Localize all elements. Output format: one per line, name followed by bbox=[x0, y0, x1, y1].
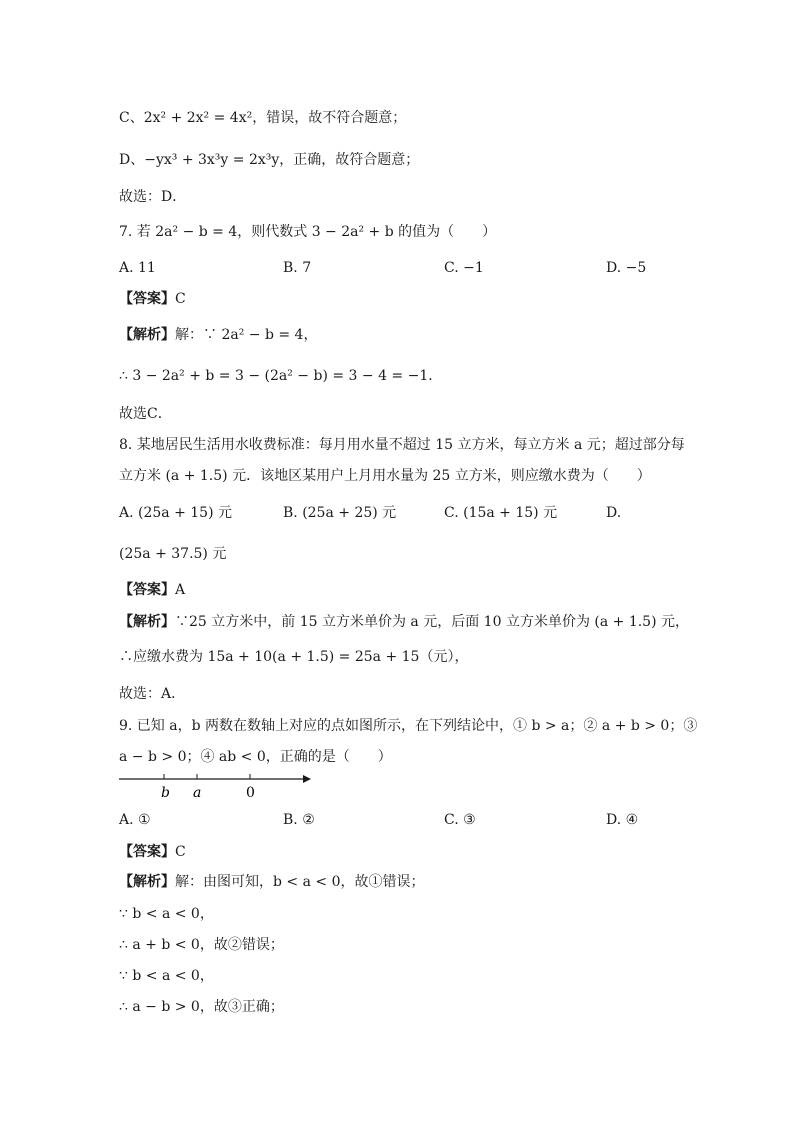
q7-analysis-2: ∴ 3 − 2a² + b = 3 − (2a² − b) = 3 − 4 = −1． bbox=[119, 368, 443, 384]
question-9-line-2: a − b > 0；④ ab < 0，正确的是（ ） bbox=[119, 749, 392, 765]
number-line-figure bbox=[117, 770, 317, 804]
question-9-line-1: 9. 已知 a，b 两数在数轴上对应的点如图所示，在下列结论中，① b > a；② a + b > 0；③ bbox=[119, 718, 698, 734]
q7-answer bbox=[119, 289, 186, 309]
q7-analysis-1 bbox=[119, 325, 317, 345]
q9-option-b: B. ② bbox=[283, 812, 315, 828]
answer-value: C bbox=[175, 844, 186, 860]
analysis-tag: 【解析】 bbox=[119, 874, 175, 890]
question-8-line-1: 8. 某地居民生活用水收费标准：每月用水量不超过 15 立方米，每立方米 a 元；超过部分每 bbox=[119, 437, 685, 453]
analysis-text: 解：由图可知，b < a < 0，故①错误； bbox=[175, 874, 425, 890]
option-c-explanation: C、2x² + 2x² = 4x²，错误，故不符合题意； bbox=[119, 110, 407, 126]
q9-option-d: D. ④ bbox=[606, 812, 639, 828]
q8-option-a: A. (25a + 15) 元 bbox=[119, 505, 232, 521]
label-zero: 0 bbox=[246, 785, 255, 801]
q8-analysis-1 bbox=[119, 612, 689, 632]
q9-analysis-2: ∵ b < a < 0， bbox=[119, 906, 214, 922]
q8-answer bbox=[119, 580, 185, 600]
q8-analysis-2: ∴应缴水费为 15a + 10(a + 1.5) = 25a + 15（元）， bbox=[119, 649, 469, 665]
q9-analysis-1 bbox=[119, 872, 424, 892]
analysis-tag: 【解析】 bbox=[119, 327, 175, 343]
arrow-right-icon bbox=[303, 775, 311, 783]
q9-option-a: A. ① bbox=[119, 812, 151, 828]
answer-tag: 【答案】 bbox=[119, 844, 175, 860]
question-8-line-2: 立方米 (a + 1.5) 元．该地区某用户上月用水量为 25 立方米，则应缴水费为（ ） bbox=[119, 468, 651, 484]
q7-selection: 故选C． bbox=[119, 406, 172, 422]
answer-tag: 【答案】 bbox=[119, 582, 175, 598]
q9-analysis-5: ∴ a − b > 0，故③正确； bbox=[119, 999, 284, 1015]
q7-option-c: C. −1 bbox=[444, 260, 484, 276]
q8-option-d: D. bbox=[606, 505, 622, 521]
analysis-tag: 【解析】 bbox=[119, 614, 175, 630]
q7-option-b: B. 7 bbox=[283, 260, 312, 276]
q7-option-a: A. 11 bbox=[119, 260, 156, 276]
analysis-text: ∵25 立方米中，前 15 立方米单价为 a 元，后面 10 立方米单价为 (a + 1.5) 元， bbox=[175, 614, 690, 630]
answer-value: A bbox=[175, 582, 186, 598]
q8-selection: 故选：A． bbox=[119, 686, 186, 702]
option-d-explanation: D、−yx³ + 3x³y = 2x³y，正确，故符合题意； bbox=[119, 152, 420, 168]
question-7: 7. 若 2a² − b = 4，则代数式 3 − 2a² + b 的值为（ ） bbox=[119, 224, 497, 240]
q9-analysis-4: ∵ b < a < 0， bbox=[119, 968, 214, 984]
q8-option-d-value: (25a + 37.5) 元 bbox=[119, 546, 227, 562]
q6-selection: 故选：D． bbox=[119, 189, 187, 205]
answer-value: C bbox=[175, 291, 186, 307]
analysis-text: 解：∵ 2a² − b = 4， bbox=[175, 327, 318, 343]
q9-analysis-3: ∴ a + b < 0，故②错误； bbox=[119, 937, 284, 953]
q7-option-d: D. −5 bbox=[606, 260, 647, 276]
label-a: a bbox=[193, 785, 202, 801]
answer-tag: 【答案】 bbox=[119, 291, 175, 307]
q8-option-c: C. (15a + 15) 元 bbox=[444, 505, 558, 521]
q8-option-b: B. (25a + 25) 元 bbox=[283, 505, 397, 521]
q9-option-c: C. ③ bbox=[444, 812, 476, 828]
q9-answer bbox=[119, 842, 186, 862]
label-b: b bbox=[161, 785, 170, 801]
